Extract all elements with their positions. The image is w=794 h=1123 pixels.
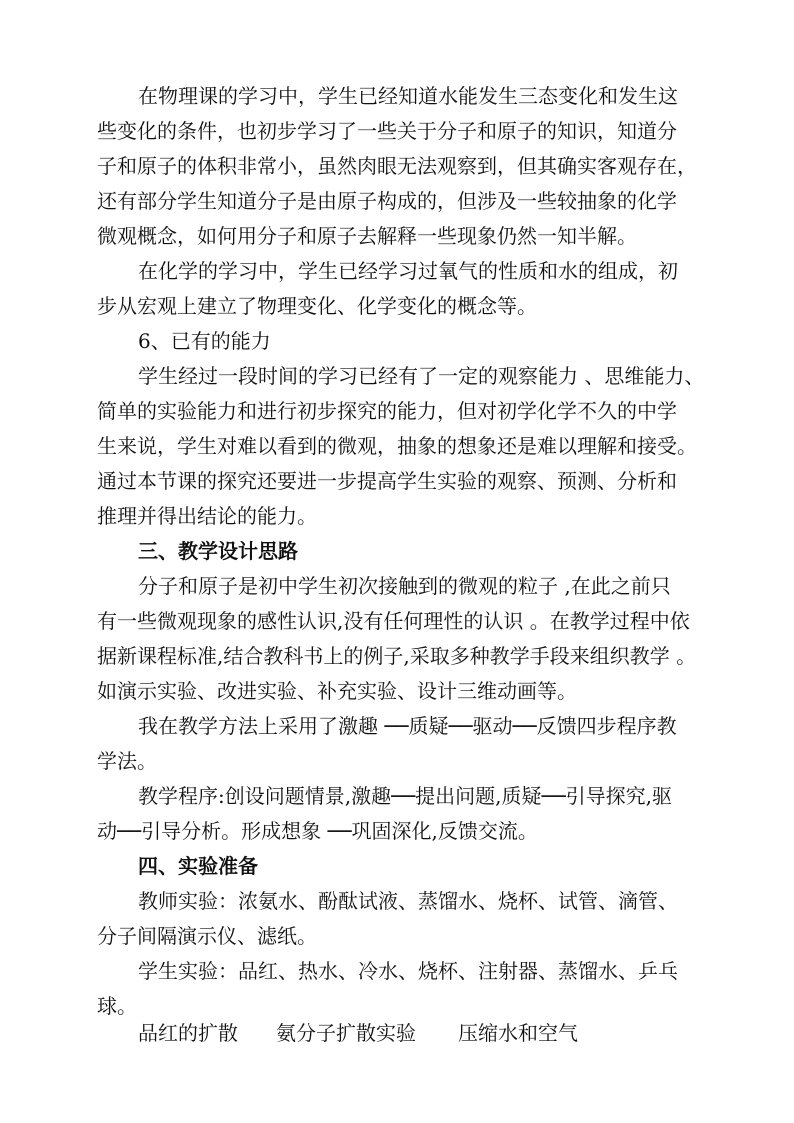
text-line: 学法。 [97,749,157,773]
text-line: 在物理课的学习中，学生已经知道水能发生三态变化和发生这 [138,84,678,108]
text-line: 推理并得出结论的能力。 [97,504,317,528]
text-line: 教师实验：浓氨水、酚酞试液、蒸馏水、烧杯、试管、滴管、 [138,889,678,913]
text-line: 教学程序:创设问题情景,激趣──提出问题,质疑──引导探究,驱 [138,784,672,808]
experiment-label: 压缩水和空气 [458,1021,578,1045]
text-line: 些变化的条件，也初步学习了一些关于分子和原子的知识，知道分 [97,119,677,143]
text-line: 我在教学方法上采用了激趣 ──质疑──驱动──反馈四步程序教 [138,714,677,738]
text-line: 学生经过一段时间的学习已经有了一定的观察能力 、思维能力、 [138,364,705,388]
text-line: 微观概念，如何用分子和原子去解释一些现象仍然一知半解。 [97,224,637,248]
section-heading-prep: 四、实验准备 [138,854,258,878]
text-line: 子和原子的体积非常小，虽然肉眼无法观察到，但其确实客观存在， [97,154,697,178]
text-line: 球。 [97,994,137,1018]
experiment-label: 氨分子扩散实验 [276,1021,416,1045]
text-line: 据新课程标准,结合教科书上的例子,采取多种教学手段来组织教学 。 [97,644,697,668]
section-heading-design: 三、教学设计思路 [138,539,298,563]
text-line: 在化学的学习中，学生已经学习过氧气的性质和水的组成，初 [138,259,678,283]
text-line: 通过本节课的探究还要进一步提高学生实验的观察、预测、分析和 [97,469,677,493]
text-line: 动──引导分析。形成想象 ──巩固深化,反馈交流。 [97,819,538,843]
text-line: 分子间隔演示仪、滤纸。 [97,924,317,948]
section-heading-ability: 6、已有的能力 [138,329,271,353]
text-line: 简单的实验能力和进行初步探究的能力，但对初学化学不久的中学 [97,399,677,423]
text-line: 步从宏观上建立了物理变化、化学变化的概念等。 [97,294,537,318]
experiment-label: 品红的扩散 [138,1021,238,1045]
text-line: 分子和原子是初中学生初次接触到的微观的粒子 ,在此之前只 [138,574,671,598]
text-line: 学生实验：品红、热水、冷水、烧杯、注射器、蒸馏水、乒乓 [138,959,678,983]
text-line: 还有部分学生知道分子是由原子构成的，但涉及一些较抽象的化学 [97,189,677,213]
text-line: 生来说，学生对难以看到的微观，抽象的想象还是难以理解和接受。 [97,434,697,458]
text-line: 如演示实验、改进实验、补充实验、设计三维动画等。 [97,679,577,703]
text-line: 有一些微观现象的感性认识,没有任何理性的认识 。在教学过程中依 [97,609,690,633]
